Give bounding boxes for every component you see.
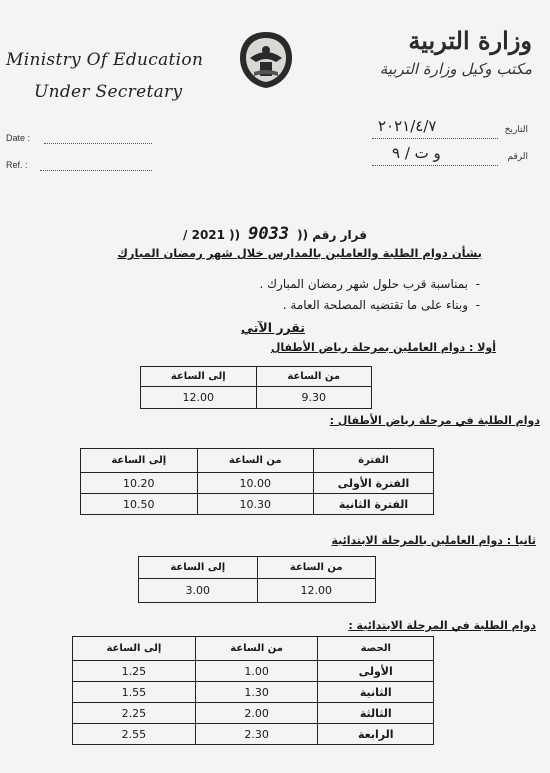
kg-students-title: دوام الطلبة في مرحلة رياض الأطفال : (329, 414, 540, 427)
ref-line-ar (372, 165, 498, 166)
decision-prefix: قرار رقم (( (297, 228, 367, 242)
primary-staff-header-from: من الساعة (257, 557, 376, 579)
kg-staff-header-to: إلى الساعة (141, 367, 257, 387)
date-line-en (44, 143, 152, 144)
ref-line-en (40, 170, 152, 171)
table-row: الثالثة 2.00 2.25 (73, 703, 434, 724)
kg-students-header-to: إلى الساعة (81, 449, 198, 473)
decision-suffix: / 2021 )) (183, 228, 241, 242)
primary-staff-from: 12.00 (257, 579, 376, 603)
primary-staff-table (138, 556, 376, 603)
ref-value: و ت / ٩ (392, 144, 441, 162)
date-line-ar (372, 138, 498, 139)
primary-students-header-to: إلى الساعة (73, 637, 196, 661)
primary-students-title: دوام الطلبة في المرحلة الابتدائية : (348, 619, 536, 632)
table-row: الفترة الثانية 10.30 10.50 (81, 494, 434, 515)
office-ar-title: مكتب وكيل وزارة التربية (379, 60, 532, 78)
primary-staff-to: 3.00 (139, 579, 258, 603)
kg-staff-from: 9.30 (256, 387, 372, 409)
state-emblem-icon (236, 28, 296, 92)
table-row: الرابعة 2.30 2.55 (73, 724, 434, 745)
date-label-en: Date : (6, 133, 31, 143)
kg-staff-header-from: من الساعة (256, 367, 372, 387)
ministry-en-title: Ministry Of Education (6, 50, 204, 70)
ref-label-ar: الرقم (507, 151, 528, 161)
kg-students-header-period: الفترة (313, 449, 433, 473)
primary-students-table (72, 636, 434, 745)
under-secretary-en: Under Secretary (34, 82, 183, 102)
ref-label-en: Ref. : (6, 160, 28, 170)
decides-heading: تقرر الآتي (241, 320, 305, 335)
decision-bullets (160, 274, 480, 316)
date-value: ٢٠٢١/٤/٧ (378, 117, 437, 135)
decision-number: 9033 (248, 224, 290, 244)
bullet-item-2: - وبناء على ما تقتضيه المصلحة العامة . (282, 298, 480, 312)
kg-staff-title: أولا : دوام العاملين بمرحلة رياض الأطفال (270, 341, 496, 354)
primary-students-header-from: من الساعة (195, 637, 318, 661)
table-row: الأولى 1.00 1.25 (73, 661, 434, 682)
kg-staff-to: 12.00 (141, 387, 257, 409)
kg-students-table (80, 448, 434, 515)
primary-staff-header-to: إلى الساعة (139, 557, 258, 579)
table-row: الفترة الأولى 10.00 10.20 (81, 473, 434, 494)
bullet-item-1: - بمناسبة قرب حلول شهر رمضان المبارك . (259, 277, 480, 291)
date-label-ar: التاريخ (504, 124, 528, 134)
decision-subject: بشأن دوام الطلبة والعاملين بالمدارس خلال شهر رمضان المبارك (117, 246, 482, 260)
kg-staff-table (140, 366, 372, 409)
table-row: الثانية 1.30 1.55 (73, 682, 434, 703)
ministry-ar-title: وزارة التربية (408, 26, 532, 55)
primary-staff-title: ثانيا : دوام العاملين بالمرحلة الابتدائية (331, 534, 536, 547)
kg-students-header-from: من الساعة (197, 449, 313, 473)
decision-title (150, 224, 400, 246)
primary-students-header-period: الحصة (318, 637, 434, 661)
